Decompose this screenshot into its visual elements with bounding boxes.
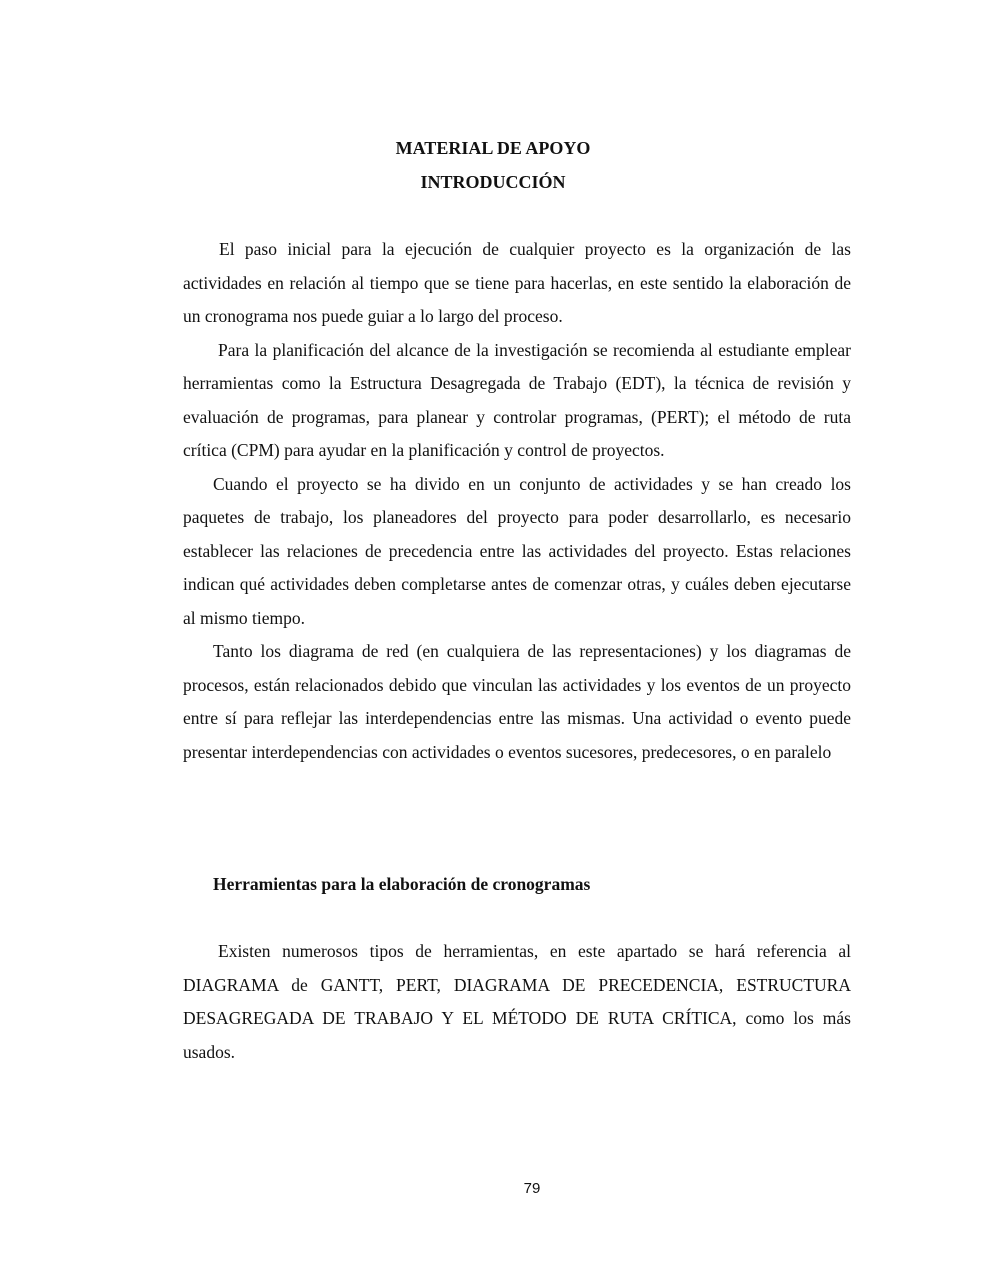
page-number: 79 bbox=[523, 1180, 541, 1197]
paragraph: Cuando el proyecto se ha divido en un conjunto de actividades y se han creado los paquetes de trabajo, los planeadores del proyecto para poder desarrollarlo, es necesario establecer las relaciones de precedencia entre las actividades del proyecto. Estas relaciones indican qué actividades deben completarse antes de comenzar otras, y cuáles deben ejecutarse al mismo tiempo. bbox=[183, 473, 851, 628]
paragraph: Existen numerosos tipos de herramientas, en este apartado se hará referencia al DIAGRAMA de GANTT, PERT, DIAGRAMA DE PRECEDENCIA, ESTRUCTURA DESAGREGADA DE TRABAJO Y EL MÉTODO DE RUTA CRÍTICA, como los más usados. bbox=[183, 941, 851, 1062]
introduction-text bbox=[183, 233, 851, 769]
paragraph: Para la planificación del alcance de la investigación se recomienda al estudiante emplear herramientas como la Estructura Desagregada de Trabajo (EDT), la técnica de revisión y evaluación de programas, para planear y controlar programas, (PERT); el método de ruta crítica (CPM) para ayudar en la planificación y control de proyectos. bbox=[183, 339, 851, 460]
document-subtitle: INTRODUCCIÓN bbox=[420, 172, 566, 192]
paragraph: Tanto los diagrama de red (en cualquiera de las representaciones) y los diagramas de procesos, están relacionados debido que vinculan las actividades y los eventos de un proyecto entre sí para reflejar las interdependencias entre las mismas. Una actividad o evento puede presentar interdependencias con actividades o eventos sucesores, predecesores, o en paralelo bbox=[183, 641, 851, 762]
paragraph: El paso inicial para la ejecución de cualquier proyecto es la organización de las actividades en relación al tiempo que se tiene para hacerlas, en este sentido la elaboración de un cronograma nos puede guiar a lo largo del proceso. bbox=[183, 239, 851, 326]
section-heading: Herramientas para la elaboración de cronogramas bbox=[213, 874, 591, 894]
document-title: MATERIAL DE APOYO bbox=[395, 138, 591, 158]
section-text bbox=[183, 935, 851, 1069]
